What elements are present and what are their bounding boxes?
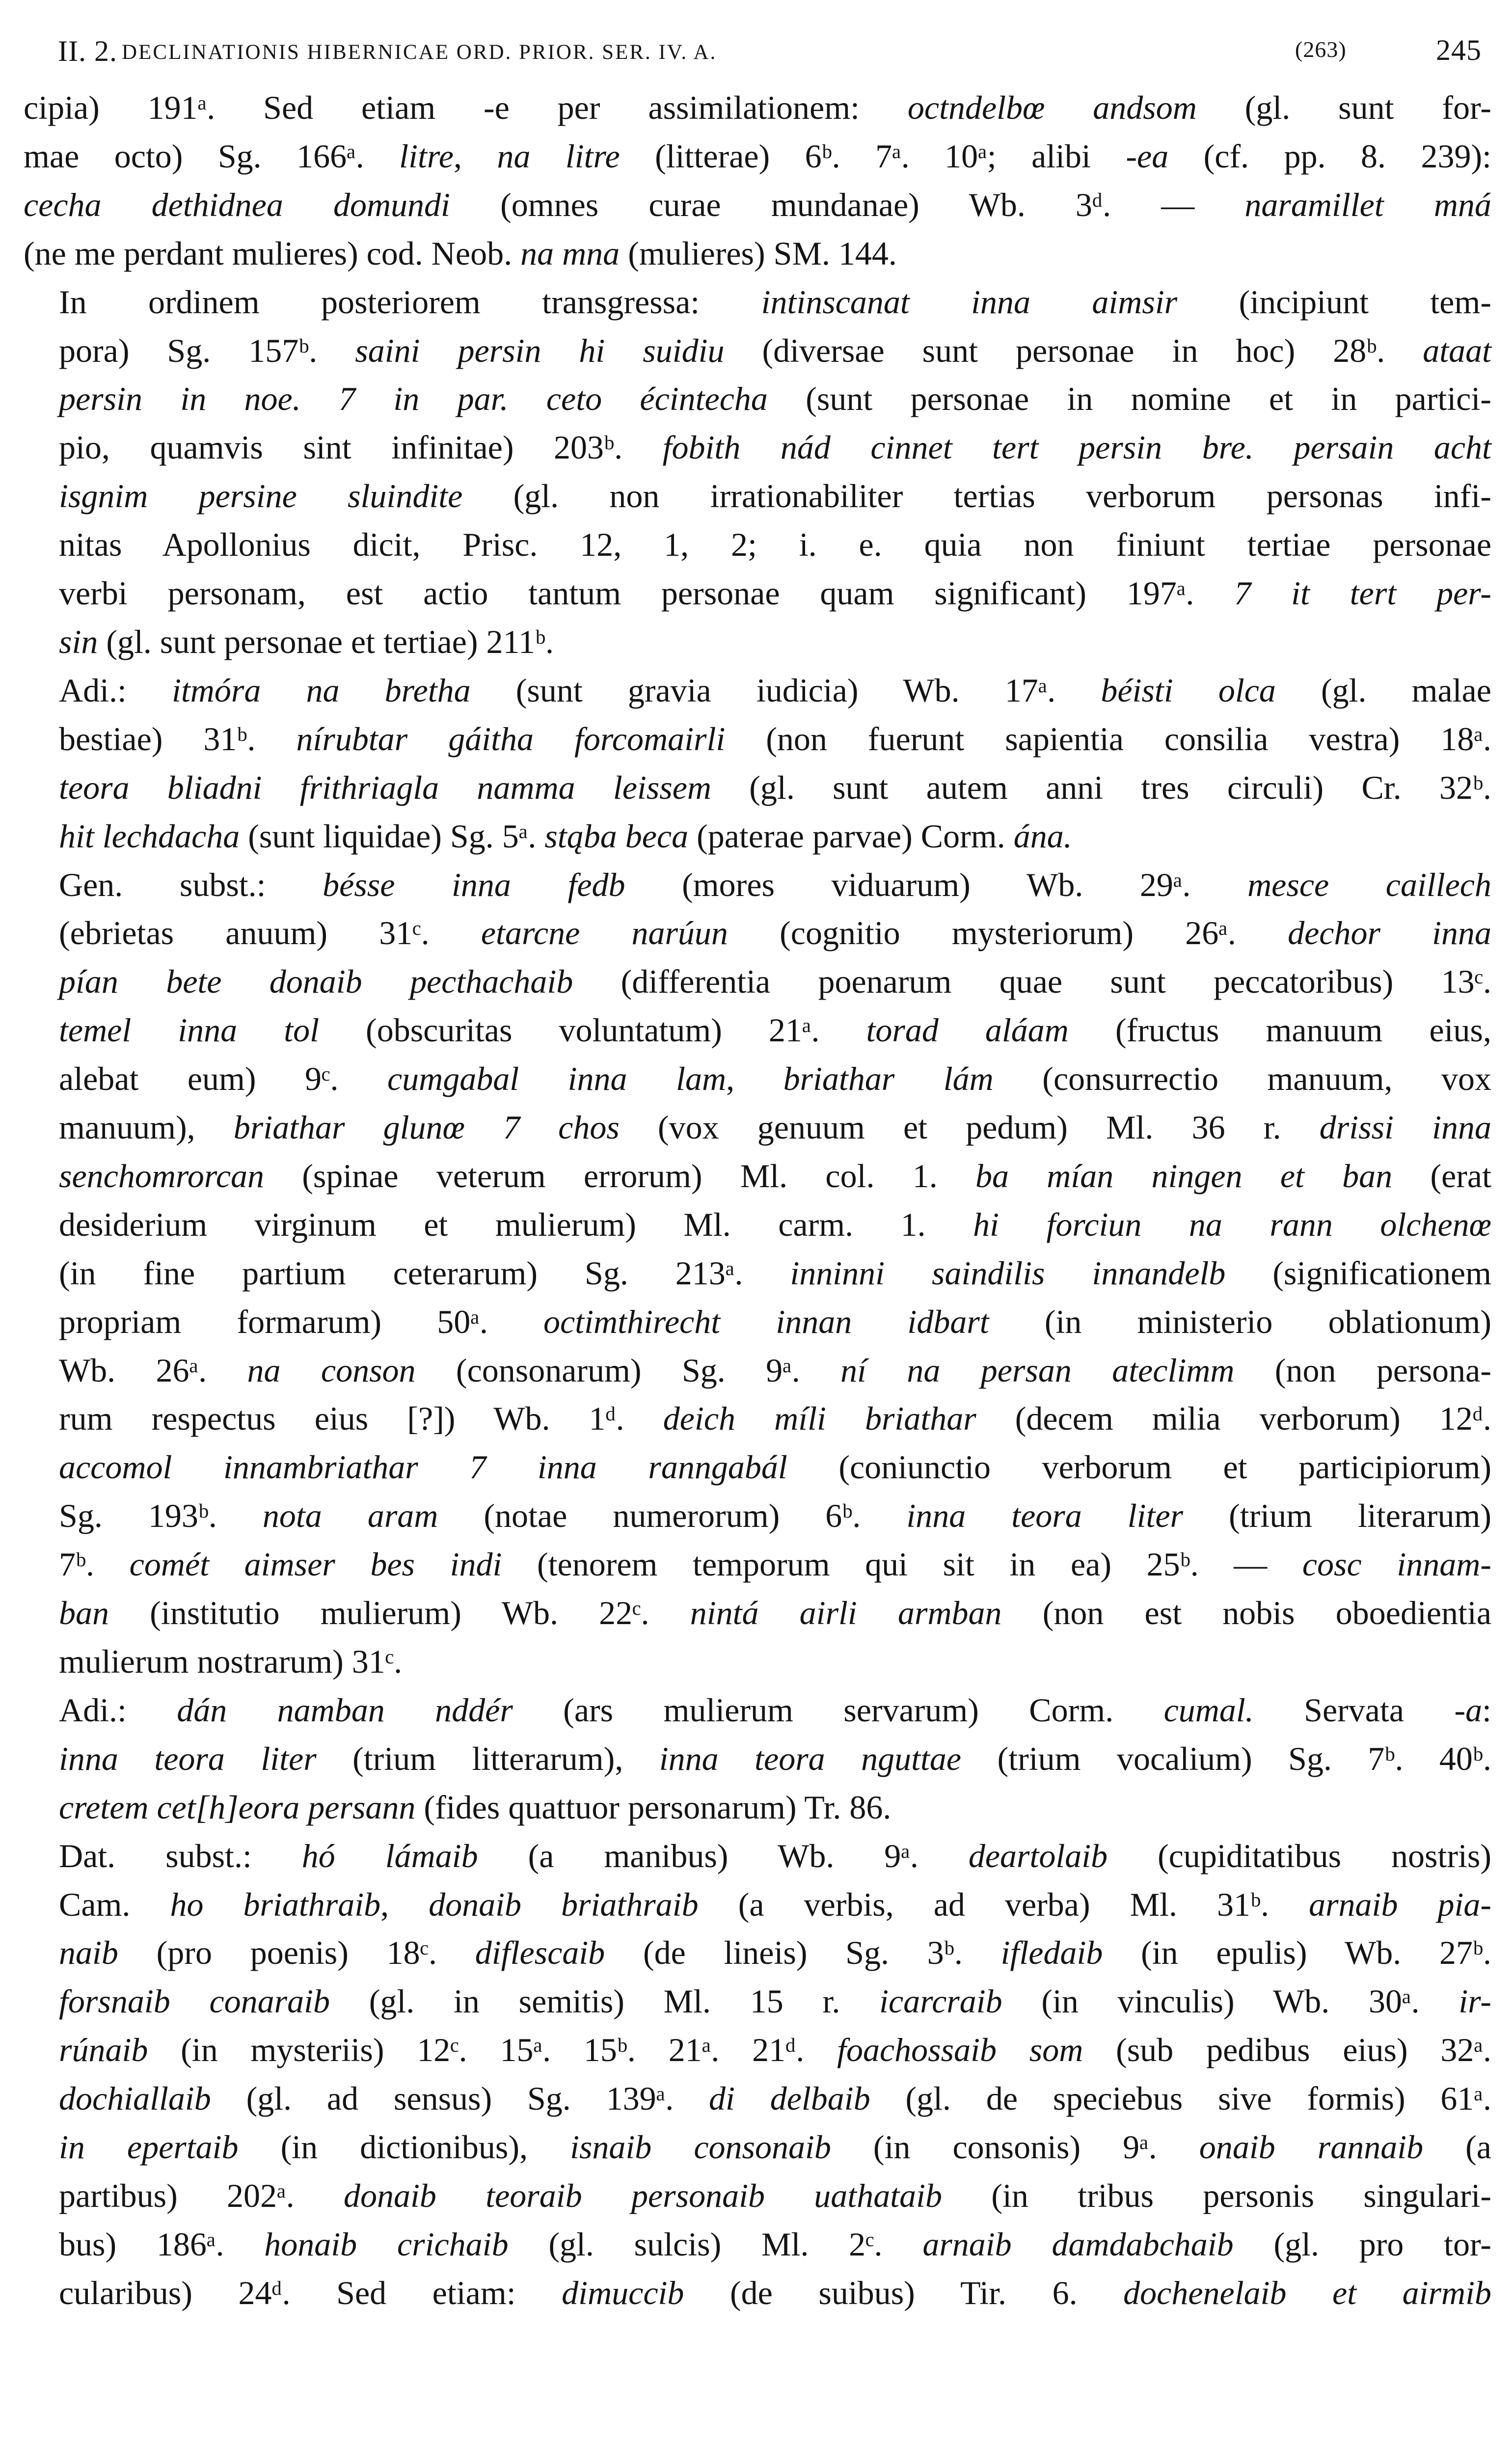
original-page-number: (263) [1295,37,1347,62]
text-line: mae octo) Sg. 166ᵃ. litre, na litre (litterae) 6ᵇ. 7ᵃ. 10ᵃ; alibi -ea (cf. pp. 8. 239): [24,137,1491,175]
paragraph [24,278,1491,666]
text-line: desiderium virginum et mulierum) Ml. carm. 1. hi forciun na rann olchenœ [59,1205,1491,1243]
text-line: Adi.: itmóra na bretha (sunt gravia iudicia) Wb. 17ᵃ. béisti olca (gl. malae [59,671,1491,709]
text-line: teora bliadni frithriagla namma leissem (gl. sunt autem anni tres circuli) Cr. 32ᵇ. [59,768,1491,806]
text-line: Gen. subst.: bésse inna fedb (mores viduarum) Wb. 29ᵃ. mesce caillech [59,866,1491,903]
text-line: dochiallaib (gl. ad sensus) Sg. 139ᵃ. di delbaib (gl. de speciebus sive formis) 61ᵃ. [59,2080,1491,2118]
paragraph [24,83,1491,278]
text-line: Adi.: dán namban nddér (ars mulierum servarum) Corm. cumal. Servata -a: [59,1691,1491,1729]
text-line: cretem cet[h]eora persann (fides quattuor personarum) Tr. 86. [59,1788,891,1826]
text-line: mulierum nostrarum) 31ᶜ. [59,1643,403,1680]
running-header [24,29,1491,83]
section-number: II. 2. [58,35,117,67]
text-line: rúnaib (in mysteriis) 12ᶜ. 15ᵃ. 15ᵇ. 21ᵃ. 21ᵈ. foachossaib som (sub pedibus eius) 32ᵃ. [59,2031,1492,2069]
text-line: temel inna tol (obscuritas voluntatum) 21ᵃ. torad aláam (fructus manuum eius, [59,1011,1492,1049]
text-line: propriam formarum) 50ᵃ. octimthirecht innan idbart (in ministerio oblationum) [59,1303,1491,1340]
text-line: ban (institutio mulierum) Wb. 22ᶜ. nintá airli armban (non est nobis oboedientia [59,1594,1492,1632]
text-line: Cam. ho briathraib, donaib briathraib (a verbis, ad verba) Ml. 31ᵇ. arnaib pia- [59,1885,1492,1923]
paragraph [24,666,1491,861]
text-line: verbi personam, est actio tantum personae quam significant) 197ᵃ. 7 it tert per- [59,574,1491,612]
text-line: sin (gl. sunt personae et tertiae) 211ᵇ. [59,623,554,660]
text-line: isgnim persine sluindite (gl. non irrationabiliter tertias verborum personas infi- [59,477,1491,515]
text-line: manuum), briathar glunœ 7 chos (vox genuum et pedum) Ml. 36 r. drissi inna [59,1109,1491,1146]
text-line: hit lechdacha (sunt liquidae) Sg. 5ᵃ. stąba beca (paterae parvae) Corm. ána. [59,817,1072,855]
text-line: alebat eum) 9ᶜ. cumgabal inna lam, briathar lám (consurrectio manuum, vox [59,1060,1492,1098]
text-line: pora) Sg. 157ᵇ. saini persin hi suidiu (diversae sunt personae in hoc) 28ᵇ. ataat [59,331,1492,369]
text-line: pio, quamvis sint infinitae) 203ᵇ. fobith nád cinnet tert persin bre. persain acht [59,429,1492,466]
text-line: inna teora liter (trium litterarum), inna teora nguttae (trium vocalium) Sg. 7ᵇ. 40ᵇ. [59,1739,1491,1777]
header-title: DECLINATIONIS HIBERNICAE ORD. PRIOR. SER. IV. A. [122,41,717,64]
text-line: cipia) 191ᵃ. Sed etiam -e per assimilationem: octndelbœ andsom (gl. sunt for- [24,89,1491,126]
text-line: persin in noe. 7 in par. ceto écintecha (sunt personae in nomine et in partici- [59,380,1491,418]
text-line: forsnaib conaraib (gl. in semitis) Ml. 15 r. icarcraib (in vinculis) Wb. 30ᵃ. ir- [59,1983,1491,2020]
page [24,29,1491,2317]
paragraph [24,1686,1491,1832]
text-line: 7ᵇ. comét aimser bes indi (tenorem temporum qui sit in ea) 25ᵇ. — cosc innam- [59,1546,1491,1583]
text-line: In ordinem posteriorem transgressa: intinscanat inna aimsir (incipiunt tem- [59,283,1491,321]
text-line: accomol innambriathar 7 inna ranngabál (coniunctio verborum et participiorum) [59,1448,1491,1486]
text-line: partibus) 202ᵃ. donaib teoraib personaib uathataib (in tribus personis singulari- [59,2176,1492,2214]
text-line: cecha dethidnea domundi (omnes curae mundanae) Wb. 3ᵈ. — naramillet mná [24,186,1491,223]
text-line: Wb. 26ᵃ. na conson (consonarum) Sg. 9ᵃ. ní na persan ateclimm (non persona- [59,1351,1491,1389]
text-line: rum respectus eius [?]) Wb. 1ᵈ. deich míli briathar (decem milia verborum) 12ᵈ. [59,1400,1491,1438]
text-line: bus) 186ᵃ. honaib crichaib (gl. sulcis) Ml. 2ᶜ. arnaib damdabchaib (gl. pro tor- [59,2225,1492,2263]
body-text [24,83,1491,2317]
text-line: (ebrietas anuum) 31ᶜ. etarcne narúun (cognitio mysteriorum) 26ᵃ. dechor inna [59,914,1492,952]
paragraph [24,1832,1491,2317]
paragraph [24,861,1491,1686]
text-line: nitas Apollonius dicit, Prisc. 12, 1, 2; i. e. quia non finiunt tertiae personae [59,526,1491,564]
text-line: naib (pro poenis) 18ᶜ. diflescaib (de lineis) Sg. 3ᵇ. ifledaib (in epulis) Wb. 27ᵇ. [59,1934,1491,1972]
text-line: (ne me perdant mulieres) cod. Neob. na mna (mulieres) SM. 144. [24,234,897,272]
text-line: in epertaib (in dictionibus), isnaib consonaib (in consonis) 9ᵃ. onaib rannaib (a [59,2128,1491,2166]
text-line: bestiae) 31ᵇ. nírubtar gáitha forcomairli (non fuerunt sapientia consilia vestra) 18ᵃ. [59,720,1491,758]
text-line: pían bete donaib pecthachaib (differentia poenarum quae sunt peccatoribus) 13ᶜ. [59,963,1491,1001]
page-number: 245 [1436,34,1482,66]
text-line: Dat. subst.: hó lámaib (a manibus) Wb. 9ᵃ. deartolaib (cupiditatibus nostris) [59,1837,1491,1874]
text-line: cularibus) 24ᵈ. Sed etiam: dimuccib (de suibus) Tir. 6. dochenelaib et airmib [59,2274,1492,2311]
text-line: (in fine partium ceterarum) Sg. 213ᵃ. inninni saindilis innandelb (significationem [59,1254,1491,1292]
text-line: senchomrorcan (spinae veterum errorum) Ml. col. 1. ba mían ningen et ban (erat [59,1157,1491,1195]
text-line: Sg. 193ᵇ. nota aram (notae numerorum) 6ᵇ. inna teora liter (trium literarum) [59,1497,1491,1535]
